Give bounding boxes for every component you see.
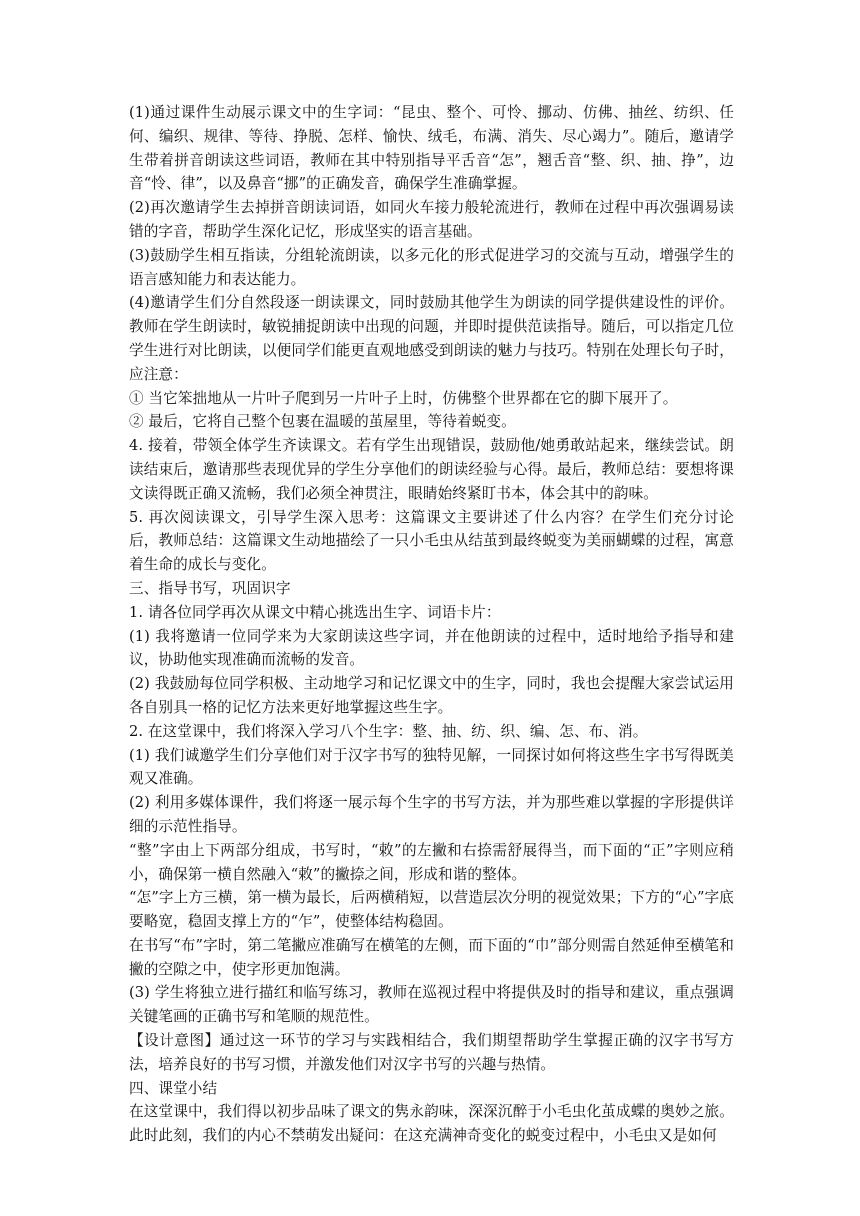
paragraph-practice: (3) 学生将独立进行描红和临写练习，教师在巡视过程中将提供及时的指导和建议，重点强调关键笔画的正确书写和笔顺的规范性。	[129, 984, 734, 1026]
paragraph-long-sentence-1: ① 当它笨拙地从一片叶子爬到另一片叶子上时，仿佛整个世界都在它的脚下展开了。	[129, 389, 678, 407]
paragraph-read-aloud: (1) 我将邀请一位同学来为大家朗读这些字词，并在他朗读的过程中，适时地给予指导和建议，协助他实现准确而流畅的发音。	[129, 627, 734, 669]
paragraph-eight-characters: 2. 在这堂课中，我们将深入学习八个生字：整、抽、纺、织、编、怎、布、消。	[129, 722, 648, 740]
paragraph-group-reading: 4. 接着，带领全体学生齐读课文。若有学生出现错误，鼓励他/她勇敢站起来，继续尝试。朗读结束后，邀请那些表现优异的学生分享他们的朗读经验与心得。最后，教师总结：要想将课文读得既正确又流畅，我们必须全神贯注，眼睛始终紧盯书本，体会其中的韵味。	[129, 437, 734, 502]
paragraph-reflection: 5. 再次阅读课文，引导学生深入思考：这篇课文主要讲述了什么内容？在学生们充分讨论后，教师总结：这篇课文生动地描绘了一只小毛虫从结茧到最终蜕变为美丽蝴蝶的过程，寓意着生命的成长与变化。	[129, 508, 734, 574]
paragraph-card-selection: 1. 请各位同学再次从课文中精心挑选出生字、词语卡片：	[129, 603, 501, 621]
document-page	[129, 101, 734, 1148]
paragraph-char-zheng: “整”字由上下两部分组成，书写时，“敕”的左撇和右捺需舒展得当，而下面的“正”字则应稍小，确保第一横自然融入“敕”的撇捺之间，形成和谐的整体。	[129, 841, 734, 883]
paragraph-summary: 在这堂课中，我们得以初步品味了课文的隽永韵味，深深沉醉于小毛虫化茧成蝶的奥妙之旅。此时此刻，我们的内心不禁萌发出疑问：在这充满神奇变化的蜕变过程中，小毛虫又是如何	[129, 1103, 734, 1145]
paragraph-peer-reading: (3)鼓励学生相互指读，分组轮流朗读，以多元化的形式促进学习的交流与互动，增强学生的语言感知能力和表达能力。	[129, 246, 734, 288]
paragraph-char-bu: 在书写“布”字时，第二笔撇应准确写在横笔的左侧，而下面的“巾”部分则需自然延伸至横笔和撇的空隙之中，使字形更加饱满。	[129, 936, 734, 978]
paragraph-char-zen: “怎”字上方三横，第一横为最长，后两横稍短，以营造层次分明的视觉效果；下方的“心”字底要略宽，稳固支撑上方的“乍”，使整体结构稳固。	[129, 889, 734, 931]
paragraph-share-insights: (1) 我们诚邀学生们分享他们对于汉字书写的独特见解，一同探讨如何将这些生字书写得既美观又准确。	[129, 746, 734, 788]
section-heading-summary: 四、课堂小结	[129, 1079, 218, 1097]
paragraph-long-sentence-2: ② 最后，它将自己整个包裹在温暖的茧屋里，等待着蜕变。	[129, 413, 516, 431]
section-heading-writing: 三、指导书写，巩固识字	[129, 579, 291, 597]
paragraph-section-reading: (4)邀请学生们分自然段逐一朗读课文，同时鼓励其他学生为朗读的同学提供建设性的评价。教师在学生朗读时，敏锐捕捉朗读中出现的问题，并即时提供范读指导。随后，可以指定几位学生进行对比朗读，以便同学们能更直观地感受到朗读的魅力与技巧。特别在处理长句子时，应注意：	[129, 294, 734, 383]
paragraph-read-without-pinyin: (2)再次邀请学生去掉拼音朗读词语，如同火车接力般轮流进行，教师在过程中再次强调易读错的字音，帮助学生深化记忆，形成坚实的语言基础。	[129, 199, 734, 240]
paragraph-memory-method: (2) 我鼓励每位同学积极、主动地学习和记忆课文中的生字，同时，我也会提醒大家尝试运用各自别具一格的记忆方法来更好地掌握这些生字。	[129, 675, 734, 716]
paragraph-design-intent: 【设计意图】通过这一环节的学习与实践相结合，我们期望帮助学生掌握正确的汉字书写方法，培养良好的书写习惯，并激发他们对汉字书写的兴趣与热情。	[129, 1032, 734, 1073]
paragraph-vocab-display: (1)通过课件生动展示课文中的生字词：“昆虫、整个、可怜、挪动、仿佛、抽丝、纺织、任何、编织、规律、等待、挣脱、怎样、愉快、绒毛，布满、消失、尽心竭力”。随后，邀请学生带着拼音朗读这些词语，教师在其中特别指导平舌音“怎”，翘舌音“整、织、抽、挣”，边音“怜、律”，以及鼻音“挪”的正确发音，确保学生准确掌握。	[129, 104, 734, 193]
paragraph-multimedia-demo: (2) 利用多媒体课件，我们将逐一展示每个生字的书写方法，并为那些难以掌握的字形提供详细的示范性指导。	[129, 794, 734, 835]
